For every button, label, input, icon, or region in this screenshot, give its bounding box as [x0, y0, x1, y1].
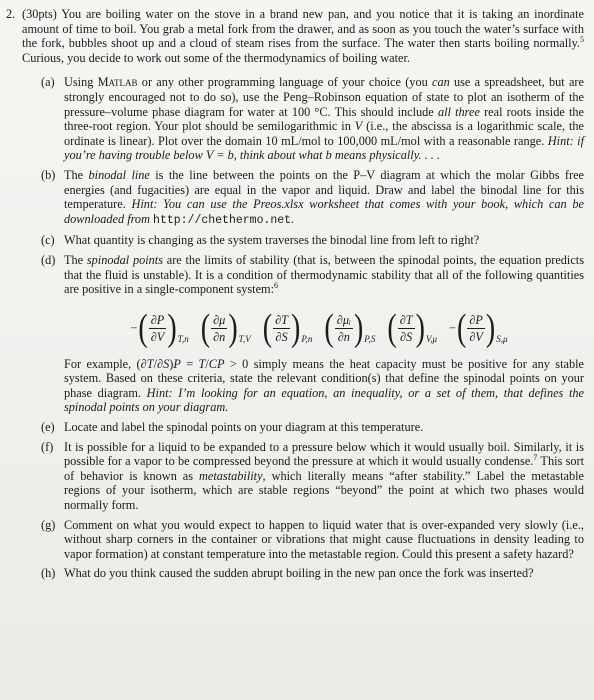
- text-segment: What do you think caused the sudden abrupt boiling in the new pan once the fork was inserted?: [64, 566, 534, 581]
- text-segment: ): [169, 356, 174, 371]
- footnote-marker: 6: [274, 281, 279, 290]
- numerator: ∂P: [150, 313, 165, 328]
- partial-derivative: [200, 307, 251, 349]
- held-constant-subscript: P,S: [364, 333, 376, 344]
- part-b: [41, 168, 584, 228]
- part-a: [41, 75, 584, 163]
- part-label: (f): [41, 439, 54, 454]
- fraction: [149, 313, 167, 344]
- stability-criteria-equations: [54, 307, 584, 351]
- text-segment: is the line between the points on the P–V diagram at which the molar Gibbs free energies (and fugacities) are equal in the vapor and liquid. Draw and label the binodal line for this temperature.: [64, 167, 584, 212]
- text-segment: /∂: [153, 356, 164, 371]
- held-constant-subscript: P,n: [301, 333, 313, 344]
- text-segment: real roots inside the three-root region. Your plot should be semilogarithmic in: [64, 104, 584, 134]
- text-segment: Hint: if you’re having trouble below V = b, think about what b means physically. . . .: [64, 133, 585, 163]
- denominator: ∂V: [469, 330, 483, 345]
- part-body: [64, 566, 584, 581]
- text-segment: or any other programming language of your choice (you: [137, 75, 432, 90]
- text-segment: http://chethermo.net: [153, 213, 292, 227]
- text-segment: , which literally means “after stability.” Label the metastable regions of your isotherm, which are stable regions “beyond” the point at which two phases would normally form.: [64, 468, 584, 513]
- text-segment: The: [64, 252, 87, 267]
- footnote-marker: 7: [533, 453, 538, 463]
- numerator: ∂μᵢ: [336, 313, 351, 328]
- part-text: [64, 440, 584, 513]
- part-h: [41, 566, 584, 581]
- text-segment: For example, (∂: [64, 356, 147, 371]
- part-label: (h): [41, 566, 56, 581]
- right-paren: ): [353, 307, 364, 349]
- text-segment: use a spreadsheet, but are strongly encouraged not to do so), use the Peng–Robinson equation of state to plot an isotherm of the pressure–volume phase diagram for water at 100 °C. This should include: [64, 75, 584, 119]
- minus-sign: −: [449, 321, 456, 336]
- held-constant-subscript: T,V: [238, 333, 251, 344]
- problem-statement: [6, 7, 584, 65]
- partial-derivative: [130, 307, 189, 349]
- part-body: [64, 75, 584, 163]
- text-segment: Matlab: [97, 75, 138, 90]
- text-segment: spinodal points: [86, 252, 164, 267]
- part-label: (d): [41, 252, 56, 267]
- text-segment: S: [163, 356, 170, 371]
- fraction: [398, 313, 415, 344]
- part-e: [41, 420, 584, 435]
- text-segment: Using: [64, 75, 98, 90]
- text-segment: metastability: [199, 468, 263, 483]
- text-segment: can: [431, 75, 450, 90]
- left-paren: (: [457, 307, 467, 349]
- part-d: [41, 253, 584, 415]
- text-segment: Comment on what you would expect to happen to liquid water that is over-expanded very slowly (i.e., without sharp corners in the container or vibrations that might cause fluctuations in density leading to vapor formation) at constant temperature into the metastable region. Could this present a safety hazard?: [64, 517, 584, 561]
- part-label: (g): [41, 517, 56, 532]
- numerator: ∂P: [469, 313, 483, 328]
- right-paren: ): [485, 307, 496, 349]
- part-text: [64, 420, 584, 435]
- text-segment: binodal line: [88, 167, 150, 182]
- text-segment: (i.e., the abscissa is a logarithmic scale, the ordinate is linear). Plot over the domain 10 mL/mol to 100,000 mL/mol with a reasonable range.: [64, 119, 585, 148]
- part-text: [64, 75, 584, 163]
- text-segment: Hint: I’m looking for an equation, an inequality, or a set of them, that defines the spinodal points on your diagram.: [64, 385, 584, 415]
- right-paren: ): [228, 307, 238, 349]
- partial-derivative: [449, 307, 508, 349]
- parts-list: [6, 75, 584, 581]
- denominator: ∂S: [275, 330, 288, 345]
- text-segment: all three: [437, 104, 480, 119]
- fraction: [273, 313, 290, 344]
- part-text-continued: [64, 357, 584, 415]
- problem-intro: [22, 7, 584, 65]
- held-constant-subscript: T,n: [177, 333, 189, 344]
- right-paren: ): [415, 307, 425, 349]
- left-paren: (: [200, 307, 211, 349]
- part-body: [64, 518, 584, 562]
- denominator: ∂V: [150, 330, 165, 345]
- fraction: [467, 313, 485, 344]
- right-paren: ): [291, 307, 301, 349]
- text-segment: This sort of behavior is known as: [64, 454, 585, 483]
- text-segment: Locate and label the spinodal points on your diagram at this temperature.: [64, 420, 424, 435]
- text-segment: are the limits of stability (that is, between the spinodal points, the equation predicts that the fluid is unstable). It is a condition of thermodynamic stability that all of the following quantities are positive in a single-component system:: [64, 252, 585, 297]
- part-text: [64, 168, 584, 228]
- left-paren: (: [138, 307, 148, 349]
- partial-derivative: [324, 307, 376, 349]
- part-text: [64, 518, 584, 562]
- part-body: [64, 420, 584, 435]
- part-text: [64, 566, 584, 581]
- text-segment: The: [64, 167, 89, 182]
- part-label: (c): [41, 233, 55, 248]
- part-text: [64, 253, 584, 297]
- part-label: (e): [41, 420, 55, 435]
- left-paren: (: [324, 307, 334, 349]
- fraction: [335, 313, 353, 344]
- denominator: ∂S: [400, 330, 413, 345]
- text-segment: T: [198, 356, 206, 371]
- part-f: [41, 440, 584, 513]
- text-segment: Hint: You can use the Preos.xlsx worksheet that comes with your book, which can be downloaded from: [64, 197, 584, 226]
- problem-2: [6, 7, 584, 586]
- intro-tail: Curious, you decide to work out some of the thermodynamics of boiling water.: [22, 50, 410, 65]
- fraction: [211, 313, 227, 344]
- numerator: ∂T: [275, 313, 288, 328]
- part-text: [64, 233, 584, 248]
- partial-derivative: [262, 307, 313, 349]
- text-segment: What quantity is changing as the system traverses the binodal line from left to right?: [64, 233, 480, 248]
- held-constant-subscript: V,μ: [425, 333, 438, 344]
- held-constant-subscript: S,μ: [496, 333, 508, 344]
- part-label: (a): [41, 75, 55, 90]
- part-body: [64, 253, 584, 415]
- text-segment: /: [205, 356, 209, 371]
- text-segment: V: [354, 119, 363, 134]
- footnote-marker: 5: [580, 35, 584, 45]
- text-segment: T: [146, 356, 154, 371]
- text-segment: > 0 simply means the heat capacity must be positive for any stable system. Based on these criteria, state the relevant condition(s) that define the spinodal points on your phase diagram.: [64, 356, 584, 400]
- part-body: [64, 440, 584, 513]
- problem-number: 2.: [6, 7, 16, 21]
- denominator: ∂n: [213, 330, 226, 345]
- part-label: (b): [41, 167, 56, 182]
- numerator: ∂T: [399, 313, 413, 328]
- text-segment: =: [180, 356, 199, 371]
- part-body: [64, 233, 584, 248]
- left-paren: (: [262, 307, 273, 349]
- part-body: [64, 168, 584, 228]
- text-segment: C: [208, 356, 217, 371]
- text-segment: .: [291, 211, 295, 226]
- text-segment: P: [216, 356, 225, 371]
- partial-derivative: [387, 307, 438, 349]
- right-paren: ): [167, 307, 177, 349]
- left-paren: (: [387, 307, 397, 349]
- part-c: [41, 233, 584, 248]
- text-segment: It is possible for a liquid to be expanded to a pressure below which it would usually boil. Similarly, it is possible for a vapor to be compressed beyond the pressure at which it would usually condense.: [64, 439, 584, 469]
- denominator: ∂n: [337, 330, 350, 345]
- minus-sign: −: [130, 321, 138, 336]
- part-g: [41, 518, 584, 562]
- intro-text: (30pts) You are boiling water on the stove in a brand new pan, and you notice that it is taking an inordinate amount of time to boil. You grab a metal fork from the drawer, and as soon as you touch the water’s surface with the fork, bubbles shoot up and a cloud of steam rises from the surface. The water then starts boiling normally.: [22, 7, 584, 51]
- text-segment: P: [173, 356, 181, 371]
- numerator: ∂μ: [213, 313, 226, 328]
